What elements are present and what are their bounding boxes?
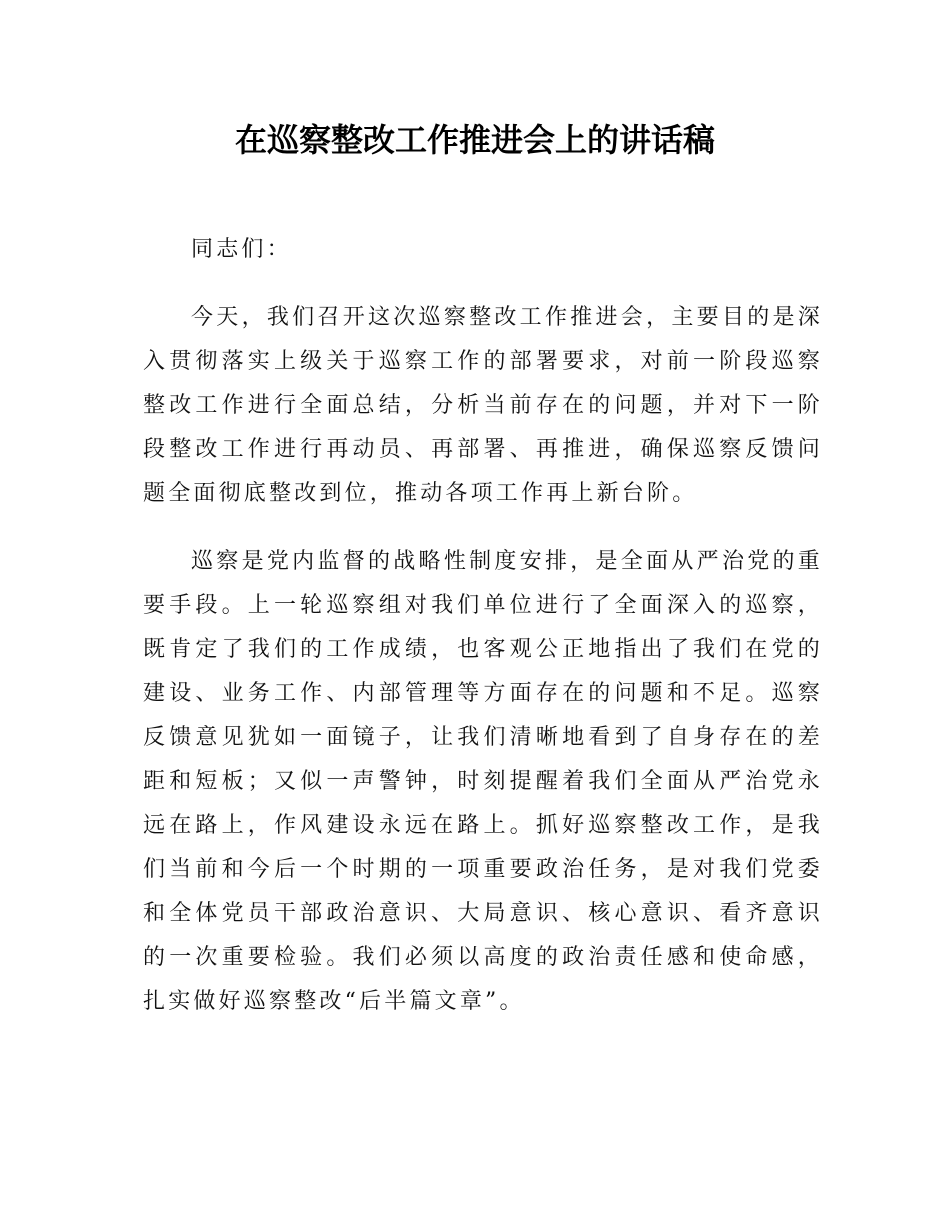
- greeting: 同志们：: [191, 237, 292, 262]
- document-body: [143, 228, 823, 1024]
- document-title: 在巡察整改工作推进会上的讲话稿: [234, 121, 715, 159]
- paragraph-intro: 今天，我们召开这次巡察整改工作推进会，主要目的是深入贯彻落实上级关于巡察工作的部署要求，对前一阶段巡察整改工作进行全面总结，分析当前存在的问题，并对下一阶段整改工作进行再动员、再部署、再推进，确保巡察反馈问题全面彻底整改到位，推动各项工作再上新台阶。: [143, 305, 823, 506]
- paragraph-inspection: 巡察是党内监督的战略性制度安排，是全面从严治党的重要手段。上一轮巡察组对我们单位进行了全面深入的巡察，既肯定了我们的工作成绩，也客观公正地指出了我们在党的建设、业务工作、内部管理等方面存在的问题和不足。巡察反馈意见犹如一面镜子，让我们清晰地看到了自身存在的差距和短板；又似一声警钟，时刻提醒着我们全面从严治党永远在路上，作风建设永远在路上。抓好巡察整改工作，是我们当前和今后一个时期的一项重要政治任务，是对我们党委和全体党员干部政治意识、大局意识、核心意识、看齐意识的一次重要检验。我们必须以高度的政治责任感和使命感，扎实做好巡察整改“后半篇文章”。: [143, 549, 823, 1014]
